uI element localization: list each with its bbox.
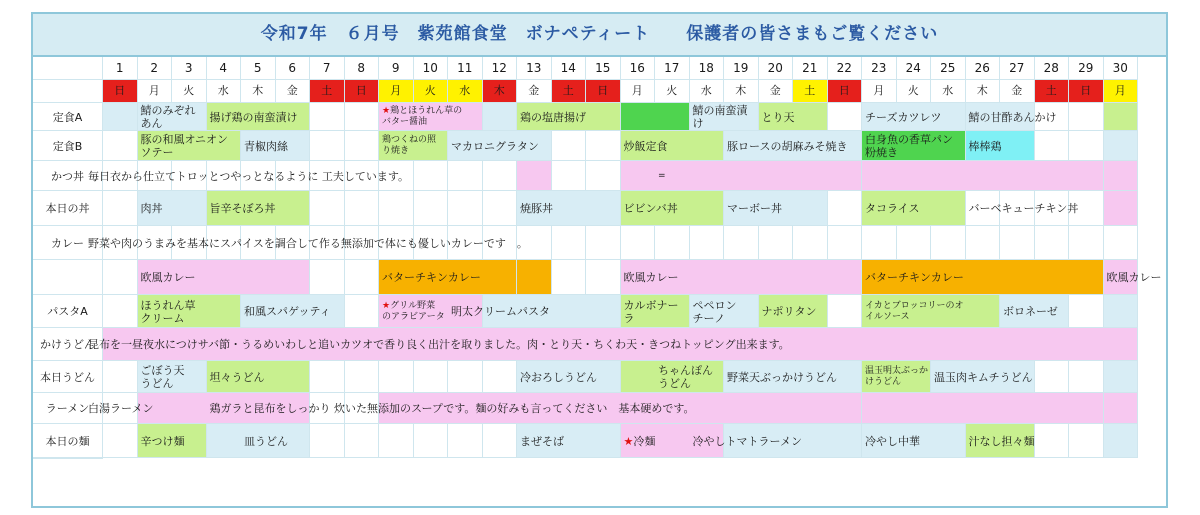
weekday-cell: 水 — [207, 80, 242, 103]
menu-item — [210, 371, 265, 384]
day-number: 10 — [414, 57, 449, 80]
grid-cell — [552, 161, 587, 191]
day-number: 6 — [276, 57, 311, 80]
menu-cell-fill — [862, 161, 1103, 190]
menu-item — [969, 202, 1079, 215]
menu-item-text: バターチキンカレー — [865, 271, 964, 284]
menu-item-text: = — [658, 170, 666, 181]
day-number: 20 — [759, 57, 794, 80]
grid-cell — [966, 226, 1001, 260]
menu-item — [244, 305, 331, 318]
grid-cell — [103, 295, 138, 328]
menu-item-text: 欧風カレー — [623, 271, 679, 284]
menu-item — [865, 133, 953, 159]
grid-cell — [828, 295, 863, 328]
menu-item-text: 白身魚の香草パン 粉焼き — [865, 133, 953, 159]
menu-item-text: 鯖の甘酢あんかけ — [968, 110, 1057, 124]
weekday-cell: 土 — [793, 80, 828, 103]
menu-item — [451, 140, 539, 153]
menu-item-text: グリル野菜 のアラビアータ — [382, 300, 445, 322]
row-label: パスタA — [33, 295, 103, 328]
day-number: 27 — [1000, 57, 1035, 80]
menu-grid — [33, 57, 1166, 508]
grid-cell — [345, 260, 380, 295]
grid-cell — [552, 260, 587, 295]
grid-cell — [414, 361, 449, 393]
menu-item — [624, 140, 668, 153]
weekday-cell: 火 — [897, 80, 932, 103]
row-label: ラーメン — [33, 393, 103, 424]
menu-cell-fill — [517, 260, 551, 294]
menu-item-text: カルボナー ラ — [623, 298, 679, 325]
menu-item — [693, 435, 802, 448]
menu-cell-fill — [1104, 393, 1138, 423]
grid-cell — [1035, 424, 1070, 458]
grid-cell — [448, 161, 483, 191]
row-label: カレー — [33, 226, 103, 260]
menu-item-text: 欧風カレー — [1106, 271, 1162, 284]
day-number: 17 — [655, 57, 690, 80]
menu-item-text: 皿うどん — [244, 434, 288, 448]
row-label: 本日うどん — [33, 361, 103, 393]
grid-cell — [310, 191, 345, 226]
menu-item — [141, 104, 196, 130]
grid-cell — [483, 361, 518, 393]
grid-cell — [724, 226, 759, 260]
grid-cell — [1069, 226, 1104, 260]
weekday-cell: 土 — [552, 80, 587, 103]
day-number: 15 — [586, 57, 621, 80]
weekday-cell: 日 — [345, 80, 380, 103]
menu-item — [382, 106, 462, 128]
grid-cell — [1069, 295, 1104, 328]
menu-item — [693, 299, 737, 325]
menu-cell-fill — [1104, 191, 1138, 225]
menu-item — [210, 402, 695, 415]
row-label: 定食B — [33, 131, 103, 161]
grid-cell — [310, 260, 345, 295]
day-number: 16 — [621, 57, 656, 80]
menu-item-text: ナポリタン — [761, 305, 817, 318]
menu-cell-fill — [483, 103, 517, 130]
menu-item-text: タコライス — [865, 202, 920, 215]
grid-cell — [414, 161, 449, 191]
grid-cell — [586, 131, 621, 161]
grid-cell — [828, 226, 863, 260]
grid-cell — [310, 103, 345, 131]
grid-cell — [1000, 226, 1035, 260]
grid-cell — [862, 226, 897, 260]
menu-item — [520, 435, 564, 448]
menu-item-text: まぜそば — [520, 434, 564, 448]
grid-cell — [345, 131, 380, 161]
menu-item — [727, 371, 837, 384]
grid-cell — [1035, 131, 1070, 161]
day-number: 12 — [483, 57, 518, 80]
grid-cell — [586, 161, 621, 191]
weekday-cell: 日 — [1069, 80, 1104, 103]
menu-item-text: ちゃんぽん うどん — [658, 364, 713, 390]
menu-cell-fill — [1104, 131, 1138, 160]
grid-cell — [345, 295, 380, 328]
menu-item-text: 旨辛そぼろ丼 — [209, 202, 276, 215]
menu-cell-fill — [862, 393, 1103, 423]
menu-item — [141, 435, 185, 448]
weekday-cell: 木 — [724, 80, 759, 103]
menu-cell-fill — [1104, 161, 1138, 190]
menu-item — [865, 111, 941, 124]
menu-item-text: 明太クリームパスタ — [451, 305, 550, 318]
menu-item — [865, 301, 964, 323]
grid-cell — [1069, 131, 1104, 161]
grid-cell — [345, 424, 380, 458]
menu-item — [658, 364, 713, 390]
weekday-cell: 月 — [621, 80, 656, 103]
grid-cell — [1069, 103, 1104, 131]
grid-cell — [414, 424, 449, 458]
grid-cell — [828, 103, 863, 131]
menu-item-text: ペペロン チーノ — [692, 298, 737, 325]
menu-item-text: マーボー丼 — [727, 202, 782, 215]
menu-item-text: 欧風カレー — [140, 271, 196, 284]
day-number: 30 — [1104, 57, 1139, 80]
menu-cell-fill — [621, 103, 689, 130]
menu-item-text: バターチキンカレー — [382, 271, 481, 284]
grid-cell — [103, 424, 138, 458]
menu-item — [727, 202, 782, 215]
star-icon: ★ — [623, 434, 634, 448]
grid-cell — [310, 361, 345, 393]
grid-cell — [483, 191, 518, 226]
row-label: 定食A — [33, 103, 103, 131]
row-label: かけうどん — [33, 328, 103, 361]
menu-item — [658, 171, 666, 182]
grid-cell — [103, 191, 138, 226]
menu-item-text: ビビンバ丼 — [623, 202, 678, 215]
menu-item — [451, 305, 550, 318]
menu-item — [520, 371, 597, 384]
menu-item-text: 温玉明太ぶっか けうどん — [865, 366, 929, 387]
menu-item — [141, 364, 185, 390]
weekday-cell: 土 — [1035, 80, 1070, 103]
menu-item — [865, 202, 920, 215]
grid-cell — [483, 424, 518, 458]
menu-cell-fill — [621, 161, 862, 190]
menu-calendar — [31, 12, 1168, 508]
grid-cell — [310, 131, 345, 161]
grid-cell — [345, 103, 380, 131]
menu-item-text: 辛つけ麺 — [140, 434, 185, 448]
menu-item-text: 肉丼 — [140, 202, 163, 215]
grid-cell — [448, 424, 483, 458]
weekday-cell: 木 — [483, 80, 518, 103]
menu-item — [141, 202, 163, 215]
grid-cell — [828, 191, 863, 226]
day-number: 9 — [379, 57, 414, 80]
weekday-cell: 水 — [931, 80, 966, 103]
grid-cell — [103, 361, 138, 393]
weekday-cell: 金 — [276, 80, 311, 103]
day-number: 21 — [793, 57, 828, 80]
menu-item-text: 鶏の塩唐揚げ — [520, 110, 586, 124]
menu-item-text: 豚ロースの胡麻みそ焼き — [727, 139, 848, 153]
day-number: 3 — [172, 57, 207, 80]
menu-item — [382, 271, 481, 284]
menu-item-text: とり天 — [761, 110, 795, 124]
menu-item — [865, 435, 920, 448]
weekday-cell: 日 — [103, 80, 138, 103]
menu-item-text: 冷やしトマトラーメン — [692, 434, 802, 448]
menu-item-text: 汁なし担々麺 — [968, 434, 1035, 448]
menu-item — [762, 111, 795, 124]
row-label — [33, 260, 103, 295]
weekday-cell: 水 — [690, 80, 725, 103]
menu-item — [969, 140, 1002, 153]
grid-cell — [1069, 424, 1104, 458]
day-number: 4 — [207, 57, 242, 80]
grid-cell — [448, 361, 483, 393]
menu-item — [88, 338, 790, 351]
grid-cell — [897, 226, 932, 260]
menu-item-text: 冷やし中華 — [865, 434, 920, 448]
day-number: 26 — [966, 57, 1001, 80]
menu-item-text: 白湯ラーメン — [88, 402, 154, 415]
menu-item — [624, 202, 678, 215]
grid-cell — [655, 226, 690, 260]
menu-item — [624, 271, 679, 284]
grid-cell — [414, 191, 449, 226]
day-number: 22 — [828, 57, 863, 80]
menu-item — [865, 271, 964, 284]
weekday-cell: 日 — [586, 80, 621, 103]
weekday-cell: 月 — [379, 80, 414, 103]
menu-item-text: マカロニグラタン — [451, 139, 539, 153]
day-number: 8 — [345, 57, 380, 80]
grid-cell — [586, 226, 621, 260]
weekday-cell: 木 — [966, 80, 1001, 103]
day-number: 23 — [862, 57, 897, 80]
corner-cell — [33, 57, 103, 80]
menu-item — [88, 402, 153, 415]
day-number: 19 — [724, 57, 759, 80]
day-number: 25 — [931, 57, 966, 80]
menu-cell-fill — [517, 161, 551, 190]
menu-item-text: 鶏とほうれん草の バター醤油 — [382, 106, 463, 127]
grid-cell — [586, 260, 621, 295]
grid-cell — [1035, 226, 1070, 260]
menu-item — [520, 202, 553, 215]
grid-cell — [448, 191, 483, 226]
menu-item — [88, 170, 409, 183]
day-number: 2 — [138, 57, 173, 80]
grid-cell — [793, 226, 828, 260]
menu-item-text: 棒棒鶏 — [968, 139, 1002, 153]
grid-cell — [483, 161, 518, 191]
grid-cell — [103, 131, 138, 161]
menu-item-text: チーズカツレツ — [865, 110, 942, 124]
menu-item-text: 青椒肉絲 — [244, 139, 288, 153]
grid-cell — [1069, 361, 1104, 393]
row-label: 本日の丼 — [33, 191, 103, 226]
grid-cell — [345, 191, 380, 226]
star-icon: ★ — [382, 106, 391, 116]
weekday-cell: 日 — [828, 80, 863, 103]
star-icon: ★ — [382, 300, 391, 311]
menu-cell-fill — [1104, 103, 1138, 130]
day-number: 1 — [103, 57, 138, 80]
menu-item-text: 冷おろしうどん — [520, 370, 597, 384]
menu-cell-fill — [1104, 295, 1138, 327]
weekday-cell: 金 — [759, 80, 794, 103]
menu-item — [141, 133, 229, 159]
menu-item-text: 豚の和風オニオン ソテー — [140, 133, 229, 159]
menu-item — [88, 237, 528, 250]
menu-item — [693, 104, 748, 130]
row-label: 本日の麺 — [33, 424, 103, 458]
grid-cell — [690, 226, 725, 260]
menu-item-text: 坦々うどん — [209, 370, 265, 384]
weekday-cell: 火 — [655, 80, 690, 103]
menu-item — [969, 435, 1035, 448]
menu-item — [210, 202, 276, 215]
menu-item-text: 昆布を一昼夜水につけサバ節・うるめいわしと追いカツオで香り良く出汁を取りました。肉・とり天・ちくわ天・きつねトッピング出来ます。 — [88, 338, 790, 351]
menu-item — [210, 111, 298, 124]
menu-item-text: 鶏つくねの照 り焼き — [382, 135, 437, 156]
menu-item — [865, 366, 928, 388]
day-number: 29 — [1069, 57, 1104, 80]
menu-item-text: 和風スパゲッティ — [244, 305, 331, 318]
weekday-cell: 月 — [862, 80, 897, 103]
menu-item-text: バーベキューチキン丼 — [968, 202, 1079, 215]
menu-item — [1107, 271, 1162, 284]
grid-cell — [931, 226, 966, 260]
grid-cell — [1104, 226, 1139, 260]
menu-item — [141, 299, 196, 325]
menu-cell-fill — [103, 103, 137, 130]
grid-cell — [552, 226, 587, 260]
menu-item-text: 野菜や肉のうまみを基本にスパイスを調合して作る無添加で体にも優しいカレーです 。 — [88, 236, 528, 250]
menu-item-text: 鶏ガラと昆布をしっかり 炊いた無添加のスープです。麺の好みも言ってください 基本硬めです。 — [209, 402, 695, 415]
menu-item-text: 鯖の南蛮漬 け — [692, 104, 748, 130]
menu-item — [727, 140, 847, 153]
grid-cell — [759, 226, 794, 260]
day-number: 13 — [517, 57, 552, 80]
weekday-cell: 火 — [172, 80, 207, 103]
day-number: 28 — [1035, 57, 1070, 80]
menu-item-text: ボロネーゼ — [1003, 305, 1058, 318]
menu-item — [762, 305, 817, 318]
weekday-cell: 金 — [517, 80, 552, 103]
weekday-cell: 金 — [1000, 80, 1035, 103]
corner-cell — [33, 80, 103, 103]
grid-cell — [1035, 361, 1070, 393]
grid-cell — [310, 424, 345, 458]
menu-item — [520, 111, 586, 124]
weekday-cell: 月 — [138, 80, 173, 103]
menu-cell-fill — [1104, 361, 1138, 392]
menu-item — [1003, 305, 1058, 318]
grid-cell — [379, 361, 414, 393]
menu-item-text: 野菜天ぶっかけうどん — [727, 370, 837, 384]
grid-cell — [103, 260, 138, 295]
menu-item — [141, 271, 196, 284]
grid-cell — [552, 131, 587, 161]
menu-item — [969, 111, 1057, 124]
row-label: かつ丼 — [33, 161, 103, 191]
menu-item-text: 揚げ鶏の南蛮漬け — [209, 110, 298, 124]
page-title: 令和7年 ６月号 紫苑館食堂 ボナペティート 保護者の皆さまもご覧ください — [33, 14, 1166, 57]
grid-cell — [379, 191, 414, 226]
weekday-cell: 土 — [310, 80, 345, 103]
menu-item-text: 温玉肉キムチうどん — [934, 370, 1033, 384]
menu-item-text: 鯖のみぞれ あん — [140, 104, 196, 130]
menu-item-text: 炒飯定食 — [623, 139, 668, 153]
day-number: 18 — [690, 57, 725, 80]
day-number: 24 — [897, 57, 932, 80]
menu-item-text: 毎日衣から仕立てトロッとつやっとなるように 工夫しています。 — [88, 169, 409, 183]
menu-item — [244, 140, 288, 153]
menu-item — [244, 435, 288, 448]
grid-cell — [379, 424, 414, 458]
menu-item-text: イカとブロッコリーのオ イルソース — [865, 300, 964, 322]
weekday-cell: 木 — [241, 80, 276, 103]
menu-item — [934, 371, 1033, 384]
day-number: 5 — [241, 57, 276, 80]
day-number: 14 — [552, 57, 587, 80]
menu-item — [624, 435, 656, 448]
weekday-cell: 水 — [448, 80, 483, 103]
day-number: 7 — [310, 57, 345, 80]
grid-cell — [345, 361, 380, 393]
menu-item-text: ごぼう天 うどん — [140, 364, 185, 390]
menu-item — [624, 299, 679, 325]
weekday-cell: 火 — [414, 80, 449, 103]
menu-item — [382, 301, 445, 323]
menu-item-text: 冷麺 — [633, 434, 656, 448]
menu-cell-fill — [1104, 424, 1138, 457]
row-label — [33, 458, 103, 459]
menu-item — [382, 135, 436, 157]
menu-item-text: 焼豚丼 — [520, 202, 553, 215]
grid-cell — [621, 226, 656, 260]
day-number: 11 — [448, 57, 483, 80]
weekday-cell: 月 — [1104, 80, 1139, 103]
menu-item-text: ほうれん草 クリーム — [140, 298, 196, 325]
